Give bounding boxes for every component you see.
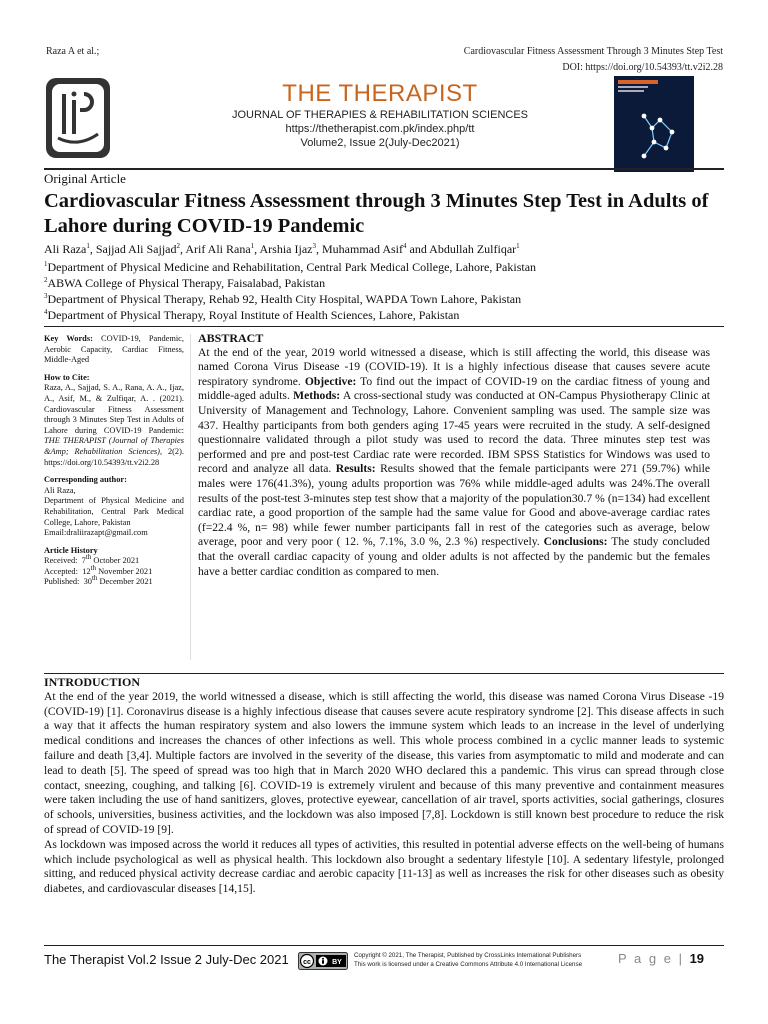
- author-affiliation-marker: 3: [312, 242, 316, 250]
- results-label: Results:: [335, 462, 376, 476]
- page-number-box: [618, 951, 704, 966]
- article-sidebar: [44, 334, 184, 595]
- cite-heading: How to Cite:: [44, 372, 90, 382]
- keywords-block: [44, 334, 184, 366]
- cite-journal: THE THERAPIST (Journal of Therapies &Amp; Rehabilitation Sciences),: [44, 436, 184, 456]
- article-type: Original Article: [44, 171, 126, 186]
- affiliation-rule: [44, 326, 724, 327]
- column-divider: [190, 334, 191, 660]
- cite-text: Raza, A., Sajjad, S. A., Rana, A. A., Ijaz, A., Asif, M., & Zulfiqar, A. . (2021). Cardiovascular Fitness Assessment through 3 Minutes Step Test in Adults of Lahore during COVID-19 Pandemic:: [44, 383, 184, 435]
- page-number: 19: [689, 951, 705, 966]
- cite-volume[interactable]: 2(2). https://doi.org/10.54393/tt.v2i2.28: [44, 446, 184, 467]
- author-affiliation-marker: 1: [86, 242, 90, 250]
- introduction-rule: [44, 673, 724, 674]
- journal-name: THE THERAPIST: [282, 80, 478, 107]
- history-block: [44, 546, 184, 588]
- author-affiliation-marker: 2: [176, 242, 180, 250]
- author-affiliation-marker: 1: [516, 242, 520, 250]
- objective-label: Objective:: [304, 374, 357, 388]
- footer-journal-info: The Therapist Vol.2 Issue 2 July-Dec 2021: [44, 952, 289, 967]
- history-accepted: Accepted: 12th November 2021: [44, 564, 153, 576]
- affiliation-2: $^2$ABWA College of Physical Therapy, Faisalabad, Pakistan: [44, 276, 326, 290]
- copyright-line-1: Copyright © 2021, The Therapist, Published by CrossLinks International Publishers: [354, 952, 582, 959]
- corresponding-heading: Corresponding author:: [44, 475, 127, 485]
- running-head-right: Cardiovascular Fitness Assessment Through 3 Minutes Step Test: [463, 46, 723, 57]
- running-head-left: Raza A et al.;: [46, 46, 100, 57]
- corresponding-name: Ali Raza,: [44, 485, 76, 495]
- author-name: Ali Raza: [44, 242, 87, 256]
- introduction-paragraph-1: At the end of the year 2019, the world witnessed a disease, which is still affecting the world, this disease was named Corona Virus Disease -19 (COVID-19) [1]. Coronavirus disease is a highly infectious disease that causes severe acute respiratory syndrome [2]. This disease affects in such a way that it affects the human respiratory system and also lowers the immune system which leads to an increase in the level of underlying medical conditions and increases the chances of other infections as well. This whole process combined in a cyclic manner leads to systemic failure and death [3,4]. Multiple factors are involved in the severity of the disease, this varies from asymptomatic to mild and moderate and can lead to death [5]. The speed of spread was too high that in March 2020 WHO declared this a pandemic. This virus can spread through close contact, sneezing, coughing, and talking [6]. COVID-19 is extremely virulent and because of this many preventive and containment measures were taken including the use of hand sanitizers, gloves, protective eyewear, cancellation of air travel, sports activities, social gatherings, closures of schools, universities, business activities, and the lockdown was also imposed [7,8]. Lockdown is still known best procedure to reduce the risk of spread of COVID-19 [9].: [44, 689, 724, 836]
- copyright-line-2: This work is licensed under a Creative Commons Attribute 4.0 International License: [354, 961, 583, 968]
- footer-rule: [44, 945, 724, 946]
- journal-url[interactable]: https://thetherapist.com.pk/index.php/tt: [285, 123, 475, 135]
- page-label: P a g e |: [618, 951, 684, 966]
- journal-volume: Volume2, Issue 2(July-Dec2021): [300, 137, 460, 149]
- author-name: Muhammad Asif: [322, 242, 403, 256]
- keywords: COVID-19, Pandemic, Aerobic Capacity, Cardiac Fitness, Middle-Aged: [44, 334, 184, 365]
- keywords-label: Key Words:: [44, 334, 93, 343]
- affiliation-4: $^4$Department of Physical Therapy, Royal Institute of Health Sciences, Lahore, Pakistan: [44, 308, 460, 322]
- header-rule: [44, 168, 724, 170]
- abstract-section: [198, 331, 710, 579]
- author-name: Arshia Ijaz: [259, 242, 313, 256]
- journal-masthead: [160, 80, 600, 150]
- conclusions-label: Conclusions:: [543, 535, 608, 549]
- history-heading: Article History: [44, 545, 98, 555]
- history-published: Published: 30th December 2021: [44, 574, 153, 587]
- cc-by-license-badge[interactable]: [298, 952, 348, 970]
- affiliation-1: $^1$Department of Physical Medicine and Rehabilitation, Central Park Medical College, Lahore, Pakistan: [44, 260, 537, 274]
- introduction-paragraph-2: As lockdown was imposed across the world it reduces all types of activities, this resulted in potential adverse effects on the well-being of humans which include psychological as well as physical health. This lockdown also brought a sedentary lifestyle [10]. A sedentary lifestyle, prolonged sitting, and reduced physical activity decrease cardiac and aerobic capacity [11-13] as well as increases the risk for other diseases such as obesity diabetes, and cardiovascular diseases [14,15].: [44, 837, 724, 896]
- corresponding-email[interactable]: Email:draliirazapt@gmail.com: [44, 528, 148, 538]
- author-name: Sajjad Ali Sajjad: [95, 242, 177, 256]
- author-affiliation-marker: 4: [403, 242, 407, 250]
- author-affiliation-marker: 1: [250, 242, 255, 250]
- corresponding-block: [44, 475, 184, 539]
- author-list: Ali Raza$^1$, Sajjad Ali Sajjad$^2$, Arif Ali Rana$^1$, Arshia Ijaz$^3$, Muhammad Asif$^4$ and Abdullah Zulfiqar$^1$: [44, 242, 520, 256]
- abstract-body: At the end of the year, 2019 world witnessed a disease, which is still affecting the world, this disease was named Corona Virus Disease -19 (COVID-19). It is a highly infectious disease that causes severe acute respiratory syndrome. Objective: To find out the impact of COVID-19 on the cardiac fitness of young and middle-aged adults. Methods: A cross-sectional study was conducted at ON-Campus Physiotherapy Clinic at University of Management and Technology, Lahore. Convenient sampling was used. The sample size was 437. Healthy participants from both genders aging 17-45 years were recruited in the study. A self-designed questionnaire validated through a pilot study was used to record the data. Three minutes step test was performed and pre and post-test Cardiac rate were recorded. IBM SPSS Statistics for Windows was used to record and analyze all data. Results: Results showed that the female participants were 271 (59.7%) while males were 176(41.3%), young adults proportion was 76% while middle-aged adults was 24%.The overall results of the post-test 3-minutes step test show that a majority of the population30.7 % (n=134) had excellent cardiac rate, a good proportion of the sample had the same value for Good and above-average cardiac rates (f=22.4 %, n= 98) while fewer number participants fall in rest of the categories such as average, below average, poor and very poor ( 12. %, 7.1%, 3.0 %, 2.3 %) respectively. Conclusions: The study concluded that the overall cardiac capacity of young and older adults is not affected by the pandemic but the females have a better cardiac condition as compared to men.: [198, 345, 711, 578]
- affiliation-3: $^3$Department of Physical Therapy, Rehab 92, Health City Hospital, WAPDA Town Lahore, Pakistan: [44, 292, 522, 306]
- methods-label: Methods:: [293, 389, 341, 403]
- history-received: Received: 7th October 2021: [44, 553, 140, 566]
- corresponding-dept: Department of Physical Medicine and Rehabilitation, Central Park Medical College, Lahore, Pakistan: [44, 496, 184, 527]
- journal-cover-thumbnail: [614, 76, 694, 172]
- journal-subtitle: JOURNAL OF THERAPIES & REHABILITATION SCIENCES: [231, 109, 529, 121]
- copyright-notice: [354, 951, 624, 969]
- svg-text:BY: BY: [332, 959, 342, 966]
- journal-logo-icon: [44, 76, 112, 160]
- introduction-section: [44, 675, 724, 897]
- author-name: Arif Ali Rana: [185, 242, 251, 256]
- doi-link[interactable]: DOI: https://doi.org/10.54393/tt.v2i2.28: [562, 62, 723, 73]
- author-name: Abdullah Zulfiqar: [429, 242, 517, 256]
- introduction-heading: INTRODUCTION: [44, 675, 141, 689]
- svg-text:cc: cc: [303, 959, 311, 966]
- cite-block: [44, 373, 184, 468]
- abstract-heading: ABSTRACT: [198, 331, 264, 345]
- article-title: Cardiovascular Fitness Assessment through 3 Minutes Step Test in Adults of Lahore during COVID-19 Pandemic: [44, 190, 709, 237]
